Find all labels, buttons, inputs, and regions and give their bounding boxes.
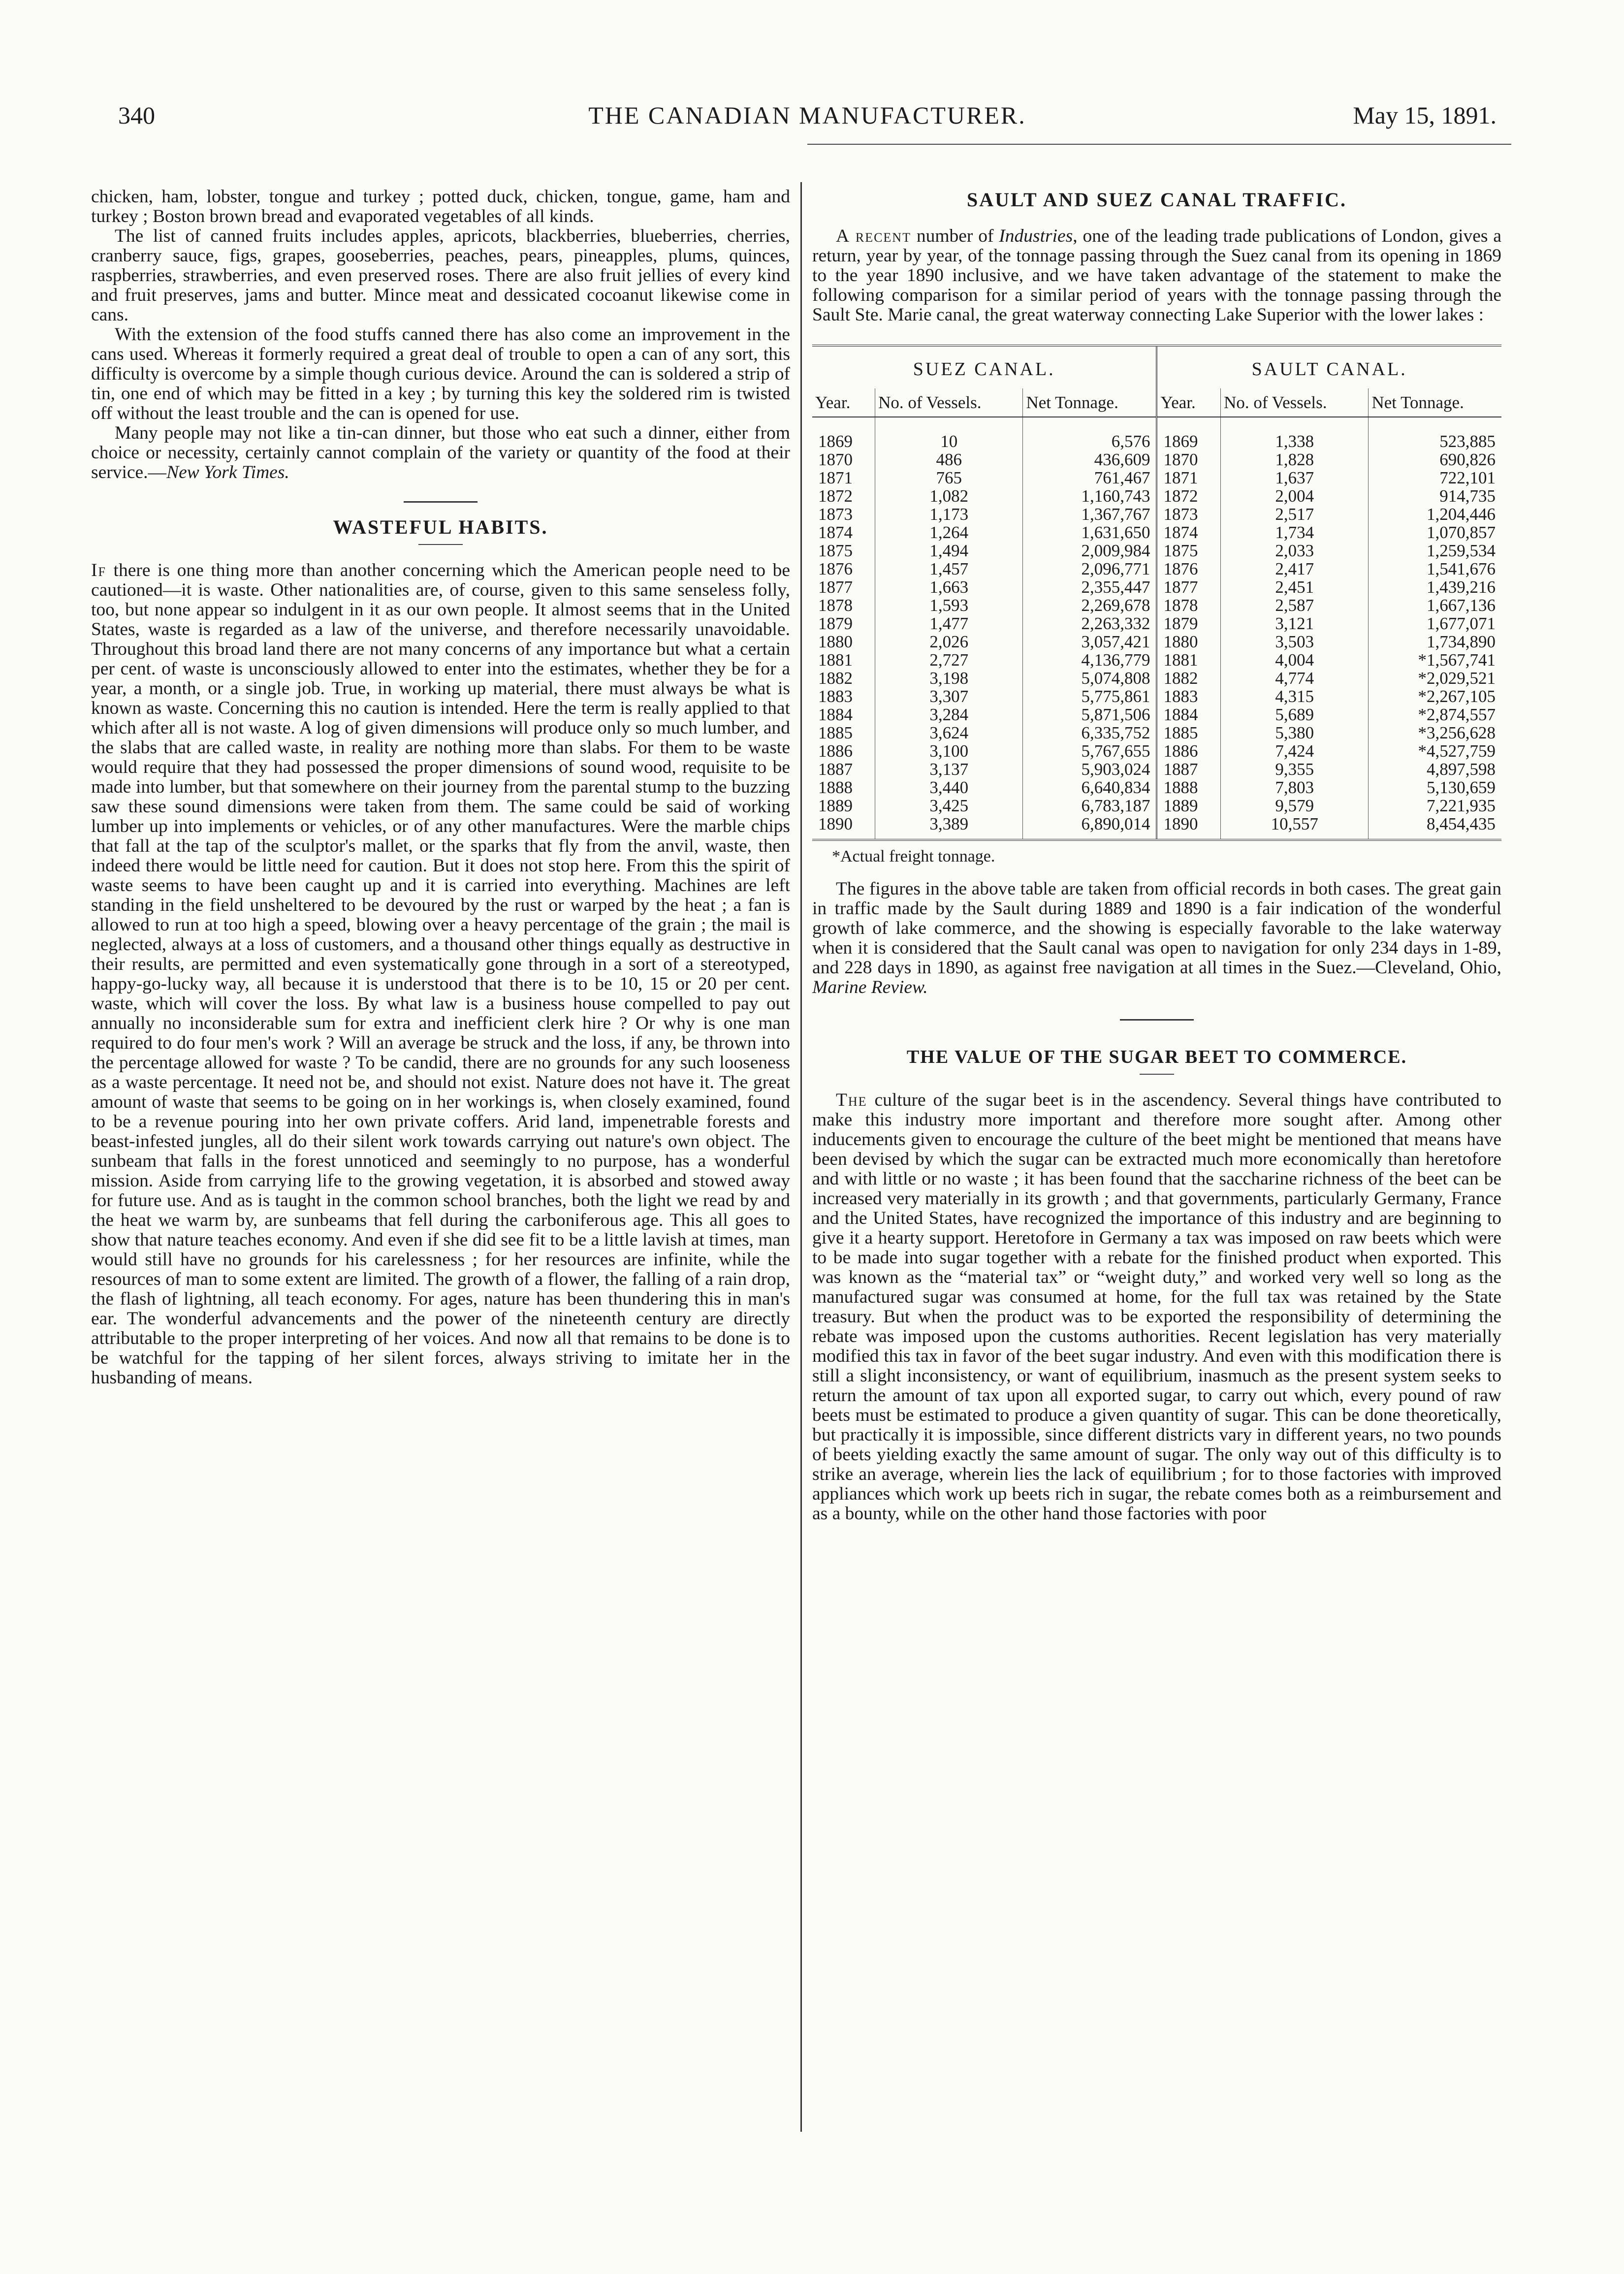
sault-vessels-cell: 1,637 xyxy=(1221,469,1369,487)
table-row xyxy=(812,633,1501,651)
sault-year-cell: 1876 xyxy=(1157,560,1221,578)
suez-year-cell: 1869 xyxy=(812,417,875,450)
suez-vessels-cell: 3,624 xyxy=(875,724,1023,742)
sault-vessels-cell: 10,557 xyxy=(1221,815,1369,840)
heading-rule xyxy=(418,544,463,545)
suez-tonnage-cell: 5,903,024 xyxy=(1023,760,1157,778)
sault-tonnage-cell: 8,454,435 xyxy=(1369,815,1501,840)
sault-vessels-cell: 1,828 xyxy=(1221,450,1369,469)
table-row xyxy=(812,760,1501,778)
suez-tonnage-cell: 761,467 xyxy=(1023,469,1157,487)
sault-tonnage-cell: 4,897,598 xyxy=(1427,760,1496,779)
sault-vessels-cell: 3,503 xyxy=(1221,633,1369,651)
sault-vessels-cell: 9,355 xyxy=(1221,760,1369,778)
sault-year-cell: 1882 xyxy=(1157,669,1221,687)
sault-year-cell: 1883 xyxy=(1157,687,1221,705)
sault-vessels-cell: 3,121 xyxy=(1221,614,1369,633)
table-row xyxy=(812,487,1501,505)
suez-vessels-cell: 1,173 xyxy=(875,505,1023,523)
article-heading: SAULT AND SUEZ CANAL TRAFFIC. xyxy=(967,189,1347,211)
sault-vessels-cell: 2,417 xyxy=(1221,560,1369,578)
canal-traffic-table xyxy=(812,345,1501,841)
sault-tonnage-cell: 1,070,857 xyxy=(1427,523,1496,542)
sault-tonnage-cell: *1,567,741 xyxy=(1418,650,1496,670)
suez-vessels-cell: 765 xyxy=(875,469,1023,487)
sault-year-cell: 1885 xyxy=(1157,724,1221,742)
sault-vessels-cell: 5,380 xyxy=(1221,724,1369,742)
suez-year-cell: 1870 xyxy=(812,450,875,469)
suez-year-cell: 1881 xyxy=(812,651,875,669)
paragraph xyxy=(812,226,1501,325)
sault-tonnage-cell: 690,826 xyxy=(1439,450,1496,469)
suez-year-cell: 1877 xyxy=(812,578,875,596)
sault-tonnage-cell: 1,439,216 xyxy=(1427,577,1496,597)
suez-year-cell: 1878 xyxy=(812,596,875,614)
suez-year-cell: 1887 xyxy=(812,760,875,778)
column-divider xyxy=(800,182,802,2132)
table-row xyxy=(812,815,1501,840)
suez-vessels-cell: 1,457 xyxy=(875,560,1023,578)
col-header-tonnage: Net Tonnage. xyxy=(1023,388,1157,417)
suez-vessels-cell: 3,284 xyxy=(875,705,1023,724)
sault-year-cell: 1874 xyxy=(1157,523,1221,542)
suez-vessels-cell: 486 xyxy=(875,450,1023,469)
sault-tonnage-cell: *2,267,105 xyxy=(1418,687,1496,706)
section-separator xyxy=(404,501,478,503)
suez-year-cell: 1885 xyxy=(812,724,875,742)
suez-tonnage-cell: 6,783,187 xyxy=(1023,797,1157,815)
suez-tonnage-cell: 1,160,743 xyxy=(1023,487,1157,505)
suez-tonnage-cell: 2,263,332 xyxy=(1023,614,1157,633)
suez-tonnage-cell: 1,631,650 xyxy=(1023,523,1157,542)
paragraph-text: number of xyxy=(916,226,994,246)
sault-tonnage-cell: 1,541,676 xyxy=(1427,559,1496,578)
sault-year-cell: 1880 xyxy=(1157,633,1221,651)
table-row xyxy=(812,417,1501,450)
suez-vessels-cell: 3,307 xyxy=(875,687,1023,705)
issue-date: May 15, 1891. xyxy=(1353,101,1497,129)
col-header-vessels: No. of Vessels. xyxy=(875,388,1023,417)
suez-year-cell: 1873 xyxy=(812,505,875,523)
sault-tonnage-cell: *4,527,759 xyxy=(1418,741,1496,761)
sault-vessels-cell: 9,579 xyxy=(1221,797,1369,815)
header-rule xyxy=(807,144,1511,145)
sault-year-cell: 1871 xyxy=(1157,469,1221,487)
table-footnote: *Actual freight tonnage. xyxy=(832,847,995,865)
sault-year-cell: 1877 xyxy=(1157,578,1221,596)
suez-year-cell: 1886 xyxy=(812,742,875,760)
suez-tonnage-cell: 2,009,984 xyxy=(1023,542,1157,560)
col-header-year: Year. xyxy=(812,388,875,417)
paragraph-text: The figures in the above table are taken from official records in both cases. The great gain in traffic made by the Sault during 1889 and 1890 is a fair indication of the wonderful growth of lake commerce, and the showing is especially favorable to the lake waterway when it is considered that the Sault canal was open to navigation for only 234 days in 1-89, and 228 days in 1890, as against free navigation at all times in the Suez.—Cleveland, Ohio, xyxy=(812,879,1501,978)
sault-tonnage-cell: 914,735 xyxy=(1439,486,1496,506)
left-column xyxy=(91,187,790,1388)
suez-tonnage-cell: 5,767,655 xyxy=(1023,742,1157,760)
suez-tonnage-cell: 5,074,808 xyxy=(1023,669,1157,687)
col-header-tonnage: Net Tonnage. xyxy=(1369,388,1501,417)
sault-tonnage-cell: 1,677,071 xyxy=(1427,614,1496,633)
suez-tonnage-cell: 3,057,421 xyxy=(1023,633,1157,651)
sault-year-cell: 1888 xyxy=(1157,778,1221,797)
suez-tonnage-cell: 2,355,447 xyxy=(1023,578,1157,596)
sault-year-cell: 1870 xyxy=(1157,450,1221,469)
sault-tonnage-cell: 1,734,890 xyxy=(1427,632,1496,651)
sault-tonnage-cell: 7,221,935 xyxy=(1427,796,1496,815)
source-citation: Marine Review. xyxy=(812,977,928,997)
suez-year-cell: 1880 xyxy=(812,633,875,651)
table-row xyxy=(812,469,1501,487)
sault-tonnage-cell: *2,029,521 xyxy=(1418,669,1496,688)
paragraph xyxy=(812,879,1501,997)
suez-vessels-cell: 1,264 xyxy=(875,523,1023,542)
suez-vessels-cell: 2,727 xyxy=(875,651,1023,669)
suez-tonnage-cell: 5,871,506 xyxy=(1023,705,1157,724)
suez-tonnage-cell: 1,367,767 xyxy=(1023,505,1157,523)
drop-lead: A recent xyxy=(836,226,911,246)
paragraph xyxy=(812,1090,1501,1524)
sault-year-cell: 1873 xyxy=(1157,505,1221,523)
sault-vessels-cell: 7,803 xyxy=(1221,778,1369,797)
sault-canal-header: SAULT CANAL. xyxy=(1251,359,1407,380)
source-citation: New York Times. xyxy=(166,462,289,482)
table-row xyxy=(812,450,1501,469)
sault-year-cell: 1889 xyxy=(1157,797,1221,815)
sault-vessels-cell: 1,338 xyxy=(1221,417,1369,450)
suez-year-cell: 1879 xyxy=(812,614,875,633)
suez-vessels-cell: 1,082 xyxy=(875,487,1023,505)
suez-tonnage-cell: 436,609 xyxy=(1023,450,1157,469)
article-heading: THE VALUE OF THE SUGAR BEET TO COMMERCE. xyxy=(906,1047,1407,1067)
sault-vessels-cell: 2,517 xyxy=(1221,505,1369,523)
paragraph-text: Many people may not like a tin-can dinner, but those who eat such a dinner, either from choice or necessity, certainly cannot complain of the variety or quantity of the food at their service.— xyxy=(91,423,790,482)
sault-vessels-cell: 4,004 xyxy=(1221,651,1369,669)
sault-vessels-cell: 1,734 xyxy=(1221,523,1369,542)
publication-name: Industries xyxy=(999,226,1073,246)
suez-year-cell: 1874 xyxy=(812,523,875,542)
suez-vessels-cell: 2,026 xyxy=(875,633,1023,651)
sault-year-cell: 1886 xyxy=(1157,742,1221,760)
suez-vessels-cell: 3,198 xyxy=(875,669,1023,687)
table-row xyxy=(812,560,1501,578)
drop-lead: If xyxy=(91,560,106,580)
right-column xyxy=(812,187,1501,1524)
sault-tonnage-cell: 722,101 xyxy=(1439,468,1496,487)
sault-year-cell: 1890 xyxy=(1157,815,1221,840)
suez-vessels-cell: 3,425 xyxy=(875,797,1023,815)
table-row xyxy=(812,687,1501,705)
suez-vessels-cell: 1,663 xyxy=(875,578,1023,596)
paragraph xyxy=(91,423,790,482)
suez-vessels-cell: 1,593 xyxy=(875,596,1023,614)
col-header-vessels: No. of Vessels. xyxy=(1221,388,1369,417)
paragraph: With the extension of the food stuffs canned there has also come an improvement in the cans used. Whereas it formerly required a great deal of trouble to open a can of any sort, this difficulty is overcome by a simple though curious device. Around the can is soldered a strip of tin, one end of which may be fitted in a key ; by turning this key the soldered rim is twisted off without the least trouble and the can is opened for use. xyxy=(91,324,790,423)
paragraph-text: culture of the sugar beet is in the ascendency. Several things have contributed to make this industry more important and therefore more sought after. Among other inducements given to encourage the culture of the beet might be mentioned that means have been devised by which the sugar can be extracted much more economically than heretofore and with little or no waste ; it has been found that the saccharine richness of the beet can be increased very materially in its growth ; and that governments, particularly Germany, France and the United States, have recognized the importance of this industry and are beginning to give it a hearty support. Heretofore in Germany a tax was imposed on raw beets which were to be made into sugar together with a rebate for the finished product when exported. This was known as the “material tax” or “weight duty,” and worked very well so long as the manufactured sugar was consumed at home, for the full tax was retained by the State treasury. But when the product was to be exported the responsibility of determining the rebate was imposed upon the customs authorities. Recent legislation has very materially modified this tax in favor of the beet sugar industry. And even with this modification there is still a slight inconsistency, or want of equilibrium, inasmuch as the present system seeks to return the amount of tax upon all exported sugar, to carry out which, every pound of raw beets must be estimated to produce a given quantity of sugar. This can be done theoretically, but practically it is impossible, since different districts vary in different years, no two pounds of beets yielding exactly the same amount of sugar. The only way out of this difficulty is to strike an average, wherein lies the lack of equilibrium ; for to those factories with improved appliances which work up beets rich in sugar, the rebate comes both as a reimbursement and as a bounty, while on the other hand those factories with poor xyxy=(812,1090,1502,1524)
section-separator xyxy=(1120,1019,1194,1021)
table-row xyxy=(812,542,1501,560)
suez-tonnage-cell: 2,096,771 xyxy=(1023,560,1157,578)
suez-vessels-cell: 3,389 xyxy=(875,815,1023,840)
table-row xyxy=(812,505,1501,523)
paragraph xyxy=(91,561,790,1388)
sault-year-cell: 1869 xyxy=(1157,417,1221,450)
col-header-year: Year. xyxy=(1157,388,1221,417)
sault-vessels-cell: 4,315 xyxy=(1221,687,1369,705)
sault-tonnage-cell: 1,259,534 xyxy=(1427,541,1496,560)
sault-vessels-cell: 2,451 xyxy=(1221,578,1369,596)
sault-tonnage-cell: *2,874,557 xyxy=(1418,705,1496,724)
paragraph-text: there is one thing more than another concerning which the American people need to be cautioned—it is waste. Other nationalities are, of course, given to this same senseless folly, too, but none appear so indulgent in it as our own people. It almost seems that in the United States, waste is regarded as a law of the universe, and therefore necessarily unavoidable. Throughout this broad land there are not many concerns of any importance but what a certain per cent. of waste is unconsciously allowed to enter into the estimates, whether they be for a year, a month, or a single job. True, in working up material, there must always be what is known as waste. Concerning this no caution is intended. Here the term is really applied to that which after all is not waste. A log of given dimensions will produce only so much lumber, and the slabs that are called waste, in reality are nothing more than slabs. For them to be waste would require that they had possessed the proper dimensions of sound wood, requisite to be made into lumber, but that somewhere on their journey from the parental stump to the buzzing saw these sound dimensions were taken from them. The same could be said of working lumber up into implements or vehicles, or of any other manufactures. Were the marble chips that fall at the tap of the sculptor's mallet, or the sparks that fly from the anvil, waste, then indeed there would be little need for caution. But it does not stop here. From this the spirit of waste seems to have been caught up and it is carried into everything. Machines are left standing in the field unsheltered to be devoured by the rust or warped by the heat ; a fan is allowed to run at too high a speed, blowing over a heavy percentage of the grain ; the mail is neglected, always at a loss of customers, and a thousand other things equally as destructive in their results, are permitted and even systematically gone through in a sort of a stereotyped, happy-go-lucky way, all because it is understood that there is to be 10, 15 or 20 per cent. waste, which will cover the loss. By what law is a business house compelled to pay out annually no inconsiderable sum for extra and inefficient clerk hire ? Or why is one man required to do four men's work ? Will an average be struck and the loss, if any, be thrown into the percentage allowed for waste ? To be candid, there are no grounds for any such looseness as a waste percentage. It need not be, and should not exist. Nature does not have it. The great amount of waste that seems to be going on in her workings is, when closely examined, found to be a revenue pouring into her own private coffers. Arid land, impenetrable forests and beast-infested jungles, all do their silent work towards carrying out nature's own object. The sunbeam that falls in the forest unnoticed and seemingly to no purpose, has a wonderful mission. Aside from carrying life to the growing vegetation, it is absorbed and stowed away for future use. And as is taught in the common school branches, both the light we read by and the heat we warm by, are sunbeams that fell during the carboniferous age. This all goes to show that nature teaches economy. And even if she did see fit to be a little lavish at times, man would still have no grounds for his carelessness ; for her resources are infinite, while the resources of man to some extent are limited. The growth of a flower, the falling of a rain drop, the flash of lightning, all teach economy. For ages, nature has been thundering this in man's ear. The wonderful advancements and the power of the nineteenth century are directly attributable to the proper interpreting of her voices. And now all that remains to be done is to be watchful for the tapping of her silent forces, always striving to imitate her in the husbanding of means. xyxy=(91,560,790,1388)
sault-year-cell: 1879 xyxy=(1157,614,1221,633)
suez-tonnage-cell: 5,775,861 xyxy=(1023,687,1157,705)
table-row xyxy=(812,778,1501,797)
suez-year-cell: 1883 xyxy=(812,687,875,705)
suez-year-cell: 1875 xyxy=(812,542,875,560)
suez-tonnage-cell: 6,890,014 xyxy=(1023,815,1157,840)
sault-vessels-cell: 7,424 xyxy=(1221,742,1369,760)
drop-lead: The xyxy=(836,1090,867,1110)
sault-tonnage-cell: 5,130,659 xyxy=(1427,778,1496,797)
suez-vessels-cell: 3,100 xyxy=(875,742,1023,760)
sault-year-cell: 1881 xyxy=(1157,651,1221,669)
sault-year-cell: 1878 xyxy=(1157,596,1221,614)
suez-year-cell: 1889 xyxy=(812,797,875,815)
sault-vessels-cell: 5,689 xyxy=(1221,705,1369,724)
table-row xyxy=(812,614,1501,633)
sault-vessels-cell: 2,033 xyxy=(1221,542,1369,560)
heading-rule xyxy=(1140,1074,1174,1075)
page-header xyxy=(118,101,1497,135)
sault-vessels-cell: 2,587 xyxy=(1221,596,1369,614)
page-number: 340 xyxy=(118,101,155,129)
sault-year-cell: 1872 xyxy=(1157,487,1221,505)
paragraph-text: , one of the leading trade publications of London, gives a return, year by year, of the tonnage passing through the Suez canal from its opening in 1869 to the year 1890 inclusive, and we have taken advantage of the statement to make the following comparison for a similar period of years with the tonnage passing through the Sault Ste. Marie canal, the great waterway connecting Lake Superior with the lower lakes : xyxy=(812,226,1501,325)
sault-year-cell: 1884 xyxy=(1157,705,1221,724)
suez-vessels-cell: 1,477 xyxy=(875,614,1023,633)
suez-canal-header: SUEZ CANAL. xyxy=(812,346,1157,388)
table-row xyxy=(812,669,1501,687)
suez-year-cell: 1876 xyxy=(812,560,875,578)
table-row xyxy=(812,742,1501,760)
sault-tonnage-cell: 1,204,446 xyxy=(1427,505,1496,524)
suez-year-cell: 1872 xyxy=(812,487,875,505)
table-row xyxy=(812,596,1501,614)
suez-tonnage-cell: 2,269,678 xyxy=(1023,596,1157,614)
article-heading: WASTEFUL HABITS. xyxy=(333,516,548,538)
suez-year-cell: 1888 xyxy=(812,778,875,797)
suez-vessels-cell: 3,440 xyxy=(875,778,1023,797)
sault-year-cell: 1875 xyxy=(1157,542,1221,560)
suez-vessels-cell: 10 xyxy=(875,417,1023,450)
suez-year-cell: 1882 xyxy=(812,669,875,687)
paragraph: chicken, ham, lobster, tongue and turkey ; potted duck, chicken, tongue, game, ham and turkey ; Boston brown bread and evaporated vegetables of all kinds. xyxy=(91,187,790,226)
suez-tonnage-cell: 6,640,834 xyxy=(1023,778,1157,797)
table-row xyxy=(812,705,1501,724)
suez-vessels-cell: 3,137 xyxy=(875,760,1023,778)
table-row xyxy=(812,651,1501,669)
suez-year-cell: 1890 xyxy=(812,815,875,840)
table-row xyxy=(812,578,1501,596)
sault-tonnage-cell: 523,885 xyxy=(1439,432,1496,451)
sault-vessels-cell: 4,774 xyxy=(1221,669,1369,687)
table-row xyxy=(812,724,1501,742)
table-body xyxy=(812,417,1501,840)
sault-tonnage-cell: *3,256,628 xyxy=(1418,723,1496,742)
paragraph: The list of canned fruits includes apples, apricots, blackberries, blueberries, cherries, cranberry sauce, figs, grapes, gooseberries, peaches, pears, pineapples, plums, quinces, raspberries, strawberries, and even preserved roses. There are also fruit jellies of every kind and fruit preserves, jams and butter. Mince meat and dessicated cocoanut likewise come in cans. xyxy=(91,226,790,325)
sault-year-cell: 1887 xyxy=(1157,760,1221,778)
table-row xyxy=(812,797,1501,815)
suez-tonnage-cell: 6,576 xyxy=(1023,417,1157,450)
sault-tonnage-cell: 1,667,136 xyxy=(1427,596,1496,615)
table-row xyxy=(812,523,1501,542)
suez-vessels-cell: 1,494 xyxy=(875,542,1023,560)
sault-vessels-cell: 2,004 xyxy=(1221,487,1369,505)
suez-year-cell: 1871 xyxy=(812,469,875,487)
publication-title: THE CANADIAN MANUFACTURER. xyxy=(588,101,1026,129)
suez-year-cell: 1884 xyxy=(812,705,875,724)
suez-tonnage-cell: 4,136,779 xyxy=(1023,651,1157,669)
suez-tonnage-cell: 6,335,752 xyxy=(1023,724,1157,742)
